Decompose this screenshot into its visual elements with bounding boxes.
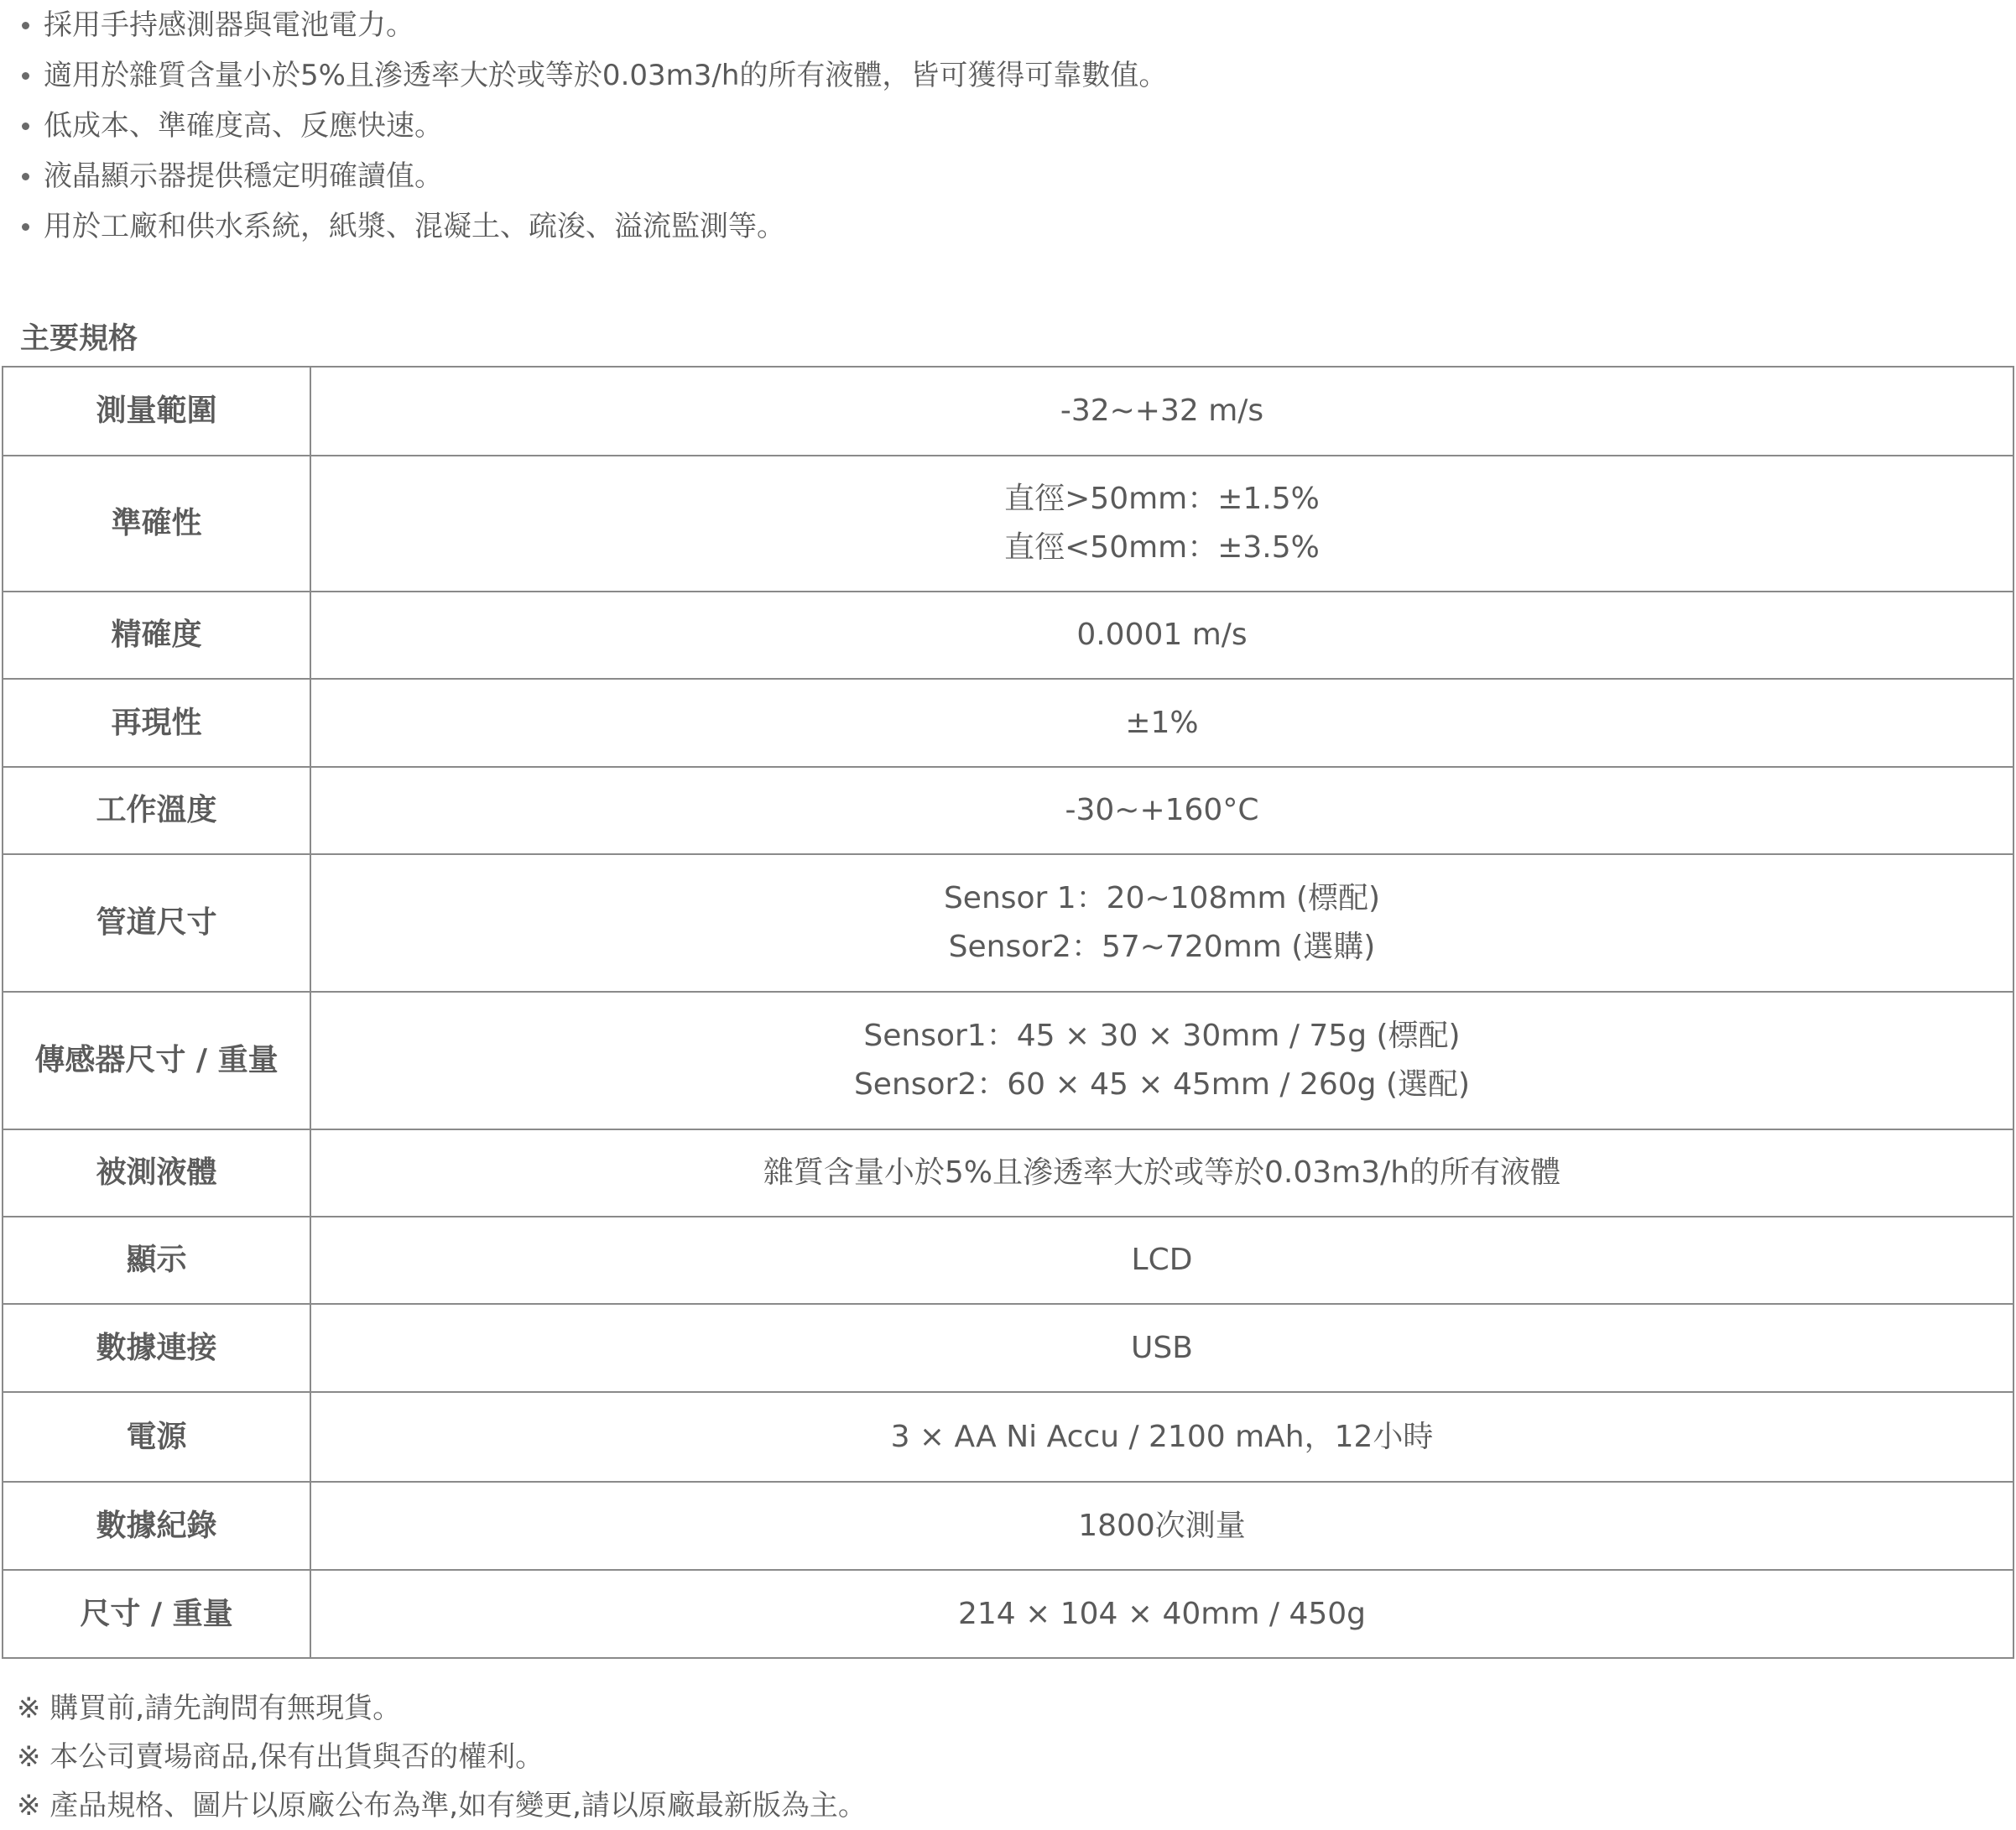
spec-value-line: Sensor2：60 × 45 × 45mm / 260g (選配)	[853, 1067, 1471, 1102]
spec-value-line: 214 × 104 × 40mm / 450g	[957, 1596, 1367, 1631]
table-row	[3, 679, 2013, 767]
spec-value	[310, 592, 2013, 679]
spec-value-line: 3 × AA Ni Accu / 2100 mAh，12小時	[890, 1419, 1434, 1454]
spec-value	[310, 1304, 2013, 1392]
table-row	[3, 1570, 2013, 1658]
spec-label: 精確度	[3, 592, 310, 679]
notes-list	[17, 1684, 867, 1830]
spec-value	[310, 1392, 2013, 1482]
specs-table	[2, 366, 2014, 1659]
feature-text: 低成本、準確度高、反應快速。	[44, 109, 443, 143]
table-row	[3, 1482, 2013, 1570]
feature-item	[18, 201, 1167, 252]
bullet-icon	[22, 123, 29, 130]
spec-value	[310, 854, 2013, 992]
table-row	[3, 1129, 2013, 1217]
feature-text: 液晶顯示器提供穩定明確讀值。	[44, 159, 443, 193]
table-row	[3, 854, 2013, 992]
spec-value-line: USB	[1131, 1330, 1193, 1365]
spec-label: 再現性	[3, 679, 310, 767]
bullet-icon	[22, 22, 29, 29]
note-item: ※ 本公司賣場商品,保有出貨與否的權利。	[17, 1740, 544, 1774]
spec-value-line: LCD	[1131, 1243, 1193, 1277]
feature-text: 採用手持感測器與電池電力。	[44, 8, 414, 42]
spec-value-line: Sensor 1：20~108mm (標配)	[943, 881, 1381, 915]
spec-value-line: 雜質含量小於5%且滲透率大於或等於0.03m3/h的所有液體	[763, 1155, 1561, 1190]
spec-value-line: 直徑>50mm：±1.5%	[1004, 482, 1320, 516]
spec-label: 電源	[3, 1392, 310, 1482]
table-row	[3, 456, 2013, 592]
note-item: ※ 產品規格、圖片以原廠公布為準,如有變更,請以原廠最新版為主。	[17, 1789, 867, 1822]
table-row	[3, 1304, 2013, 1392]
bullet-icon	[22, 223, 29, 231]
spec-label: 數據紀錄	[3, 1482, 310, 1570]
spec-label: 測量範圍	[3, 367, 310, 456]
spec-value-line: 直徑<50mm：±3.5%	[1004, 530, 1320, 565]
spec-value-line: ±1%	[1125, 705, 1199, 740]
spec-value	[310, 679, 2013, 767]
spec-label: 尺寸 / 重量	[3, 1570, 310, 1658]
spec-value	[310, 1129, 2013, 1217]
spec-label: 顯示	[3, 1217, 310, 1304]
spec-value-line: 1800次測量	[1078, 1508, 1246, 1543]
note-item: ※ 購買前,請先詢問有無現貨。	[17, 1692, 402, 1725]
feature-list	[18, 0, 1167, 252]
feature-item	[18, 151, 1167, 201]
spec-value	[310, 1570, 2013, 1658]
spec-value	[310, 1217, 2013, 1304]
spec-value-line: Sensor1：45 × 30 × 30mm / 75g (標配)	[863, 1019, 1461, 1053]
spec-label: 數據連接	[3, 1304, 310, 1392]
specs-title: 主要規格	[20, 322, 138, 356]
spec-value-line: 0.0001 m/s	[1076, 618, 1248, 652]
feature-text: 用於工廠和供水系統，紙漿、混凝土、疏浚、溢流監測等。	[44, 210, 785, 243]
spec-value	[310, 992, 2013, 1129]
spec-label: 準確性	[3, 456, 310, 592]
table-row	[3, 1217, 2013, 1304]
spec-value	[310, 456, 2013, 592]
bullet-icon	[22, 72, 29, 80]
spec-label: 管道尺寸	[3, 854, 310, 992]
table-row	[3, 992, 2013, 1129]
table-row	[3, 592, 2013, 679]
feature-item	[18, 101, 1167, 151]
table-row	[3, 1392, 2013, 1482]
feature-text: 適用於雜質含量小於5%且滲透率大於或等於0.03m3/h的所有液體，皆可獲得可靠數值。	[44, 59, 1168, 92]
spec-value	[310, 767, 2013, 854]
spec-value	[310, 367, 2013, 456]
spec-value-line: Sensor2：57~720mm (選購)	[948, 930, 1376, 964]
spec-value-line: -30~+160°C	[1065, 793, 1259, 827]
spec-value-line: -32~+32 m/s	[1060, 394, 1264, 428]
spec-label: 傳感器尺寸 / 重量	[3, 992, 310, 1129]
spec-label: 被測液體	[3, 1129, 310, 1217]
feature-item	[18, 50, 1167, 101]
spec-label: 工作溫度	[3, 767, 310, 854]
spec-value	[310, 1482, 2013, 1570]
bullet-icon	[22, 173, 29, 180]
table-row	[3, 767, 2013, 854]
table-row	[3, 367, 2013, 456]
feature-item	[18, 0, 1167, 50]
